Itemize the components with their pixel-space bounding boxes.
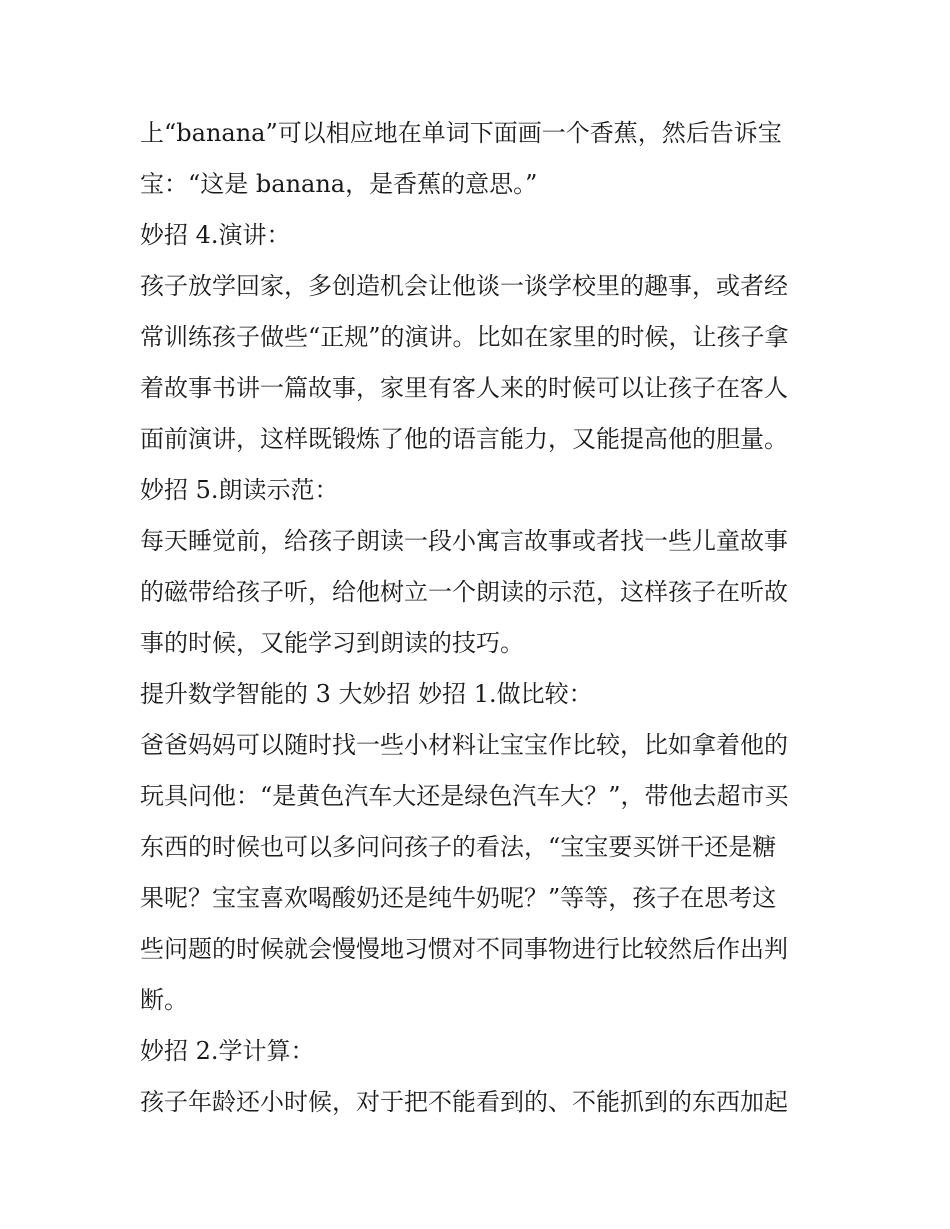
text-line: 的磁带给孩子听，给他树立一个朗读的示范，这样孩子在听故: [140, 578, 788, 606]
text-line: 每天睡觉前，给孩子朗读一段小寓言故事或者找一些儿童故事: [140, 527, 788, 555]
section-heading: 妙招 4.演讲：: [140, 221, 291, 249]
text-line: 宝：“这是 banana，是香蕉的意思。”: [140, 170, 538, 198]
text-line: 常训练孩子做些“正规”的演讲。比如在家里的时候，让孩子拿: [140, 323, 789, 351]
section-heading: 妙招 5.朗读示范：: [140, 476, 339, 504]
text-line: 孩子年龄还小时候，对于把不能看到的、不能抓到的东西加起: [140, 1088, 788, 1116]
text-line: 着故事书讲一篇故事，家里有客人来的时候可以让孩子在客人: [140, 374, 788, 402]
section-heading: 妙招 2.学计算：: [140, 1037, 315, 1065]
text-line: 事的时候，又能学习到朗读的技巧。: [140, 629, 524, 657]
text-line: 断。: [140, 986, 188, 1014]
text-line: 孩子放学回家，多创造机会让他谈一谈学校里的趣事，或者经: [140, 272, 788, 300]
text-line: 上“banana”可以相应地在单词下面画一个香蕉，然后告诉宝: [140, 119, 782, 147]
text-line: 玩具问他：“是黄色汽车大还是绿色汽车大？”，带他去超市买: [140, 782, 789, 810]
text-line: 东西的时候也可以多问问孩子的看法，“宝宝要买饼干还是糖: [140, 833, 777, 861]
text-line: 些问题的时候就会慢慢地习惯对不同事物进行比较然后作出判: [140, 935, 788, 963]
text-line: 果呢？宝宝喜欢喝酸奶还是纯牛奶呢？”等等，孩子在思考这: [140, 884, 777, 912]
section-heading: 提升数学智能的 3 大妙招 妙招 1.做比较：: [140, 680, 593, 708]
text-line: 爸爸妈妈可以随时找一些小材料让宝宝作比较，比如拿着他的: [140, 731, 788, 759]
text-line: 面前演讲，这样既锻炼了他的语言能力，又能提高他的胆量。: [140, 425, 788, 453]
document-body: [140, 108, 820, 1128]
